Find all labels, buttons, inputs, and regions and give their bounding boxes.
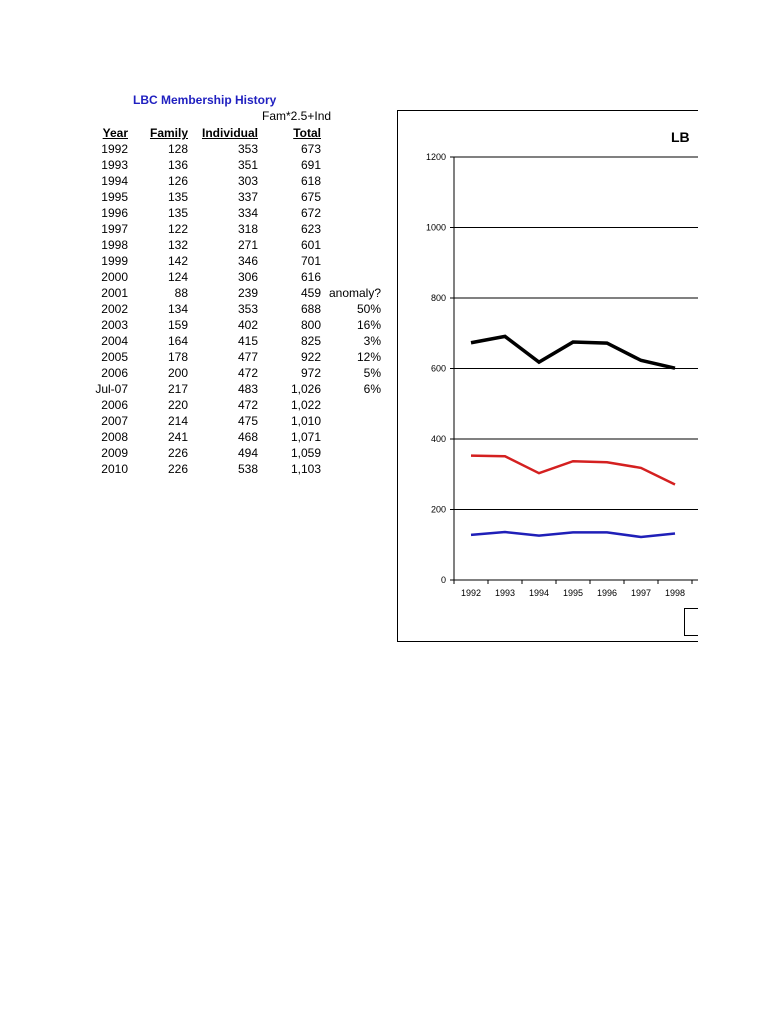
cell-family: 241 <box>167 430 188 444</box>
cell-note <box>321 189 381 205</box>
cell-note: 3% <box>363 334 381 348</box>
cell-family: 159 <box>167 318 188 332</box>
table-row <box>90 365 381 381</box>
cell-year: 1998 <box>101 238 128 252</box>
table-row <box>90 333 381 349</box>
cell-total: 618 <box>300 174 321 188</box>
x-tick-label: 1992 <box>460 588 482 598</box>
chart-title: LB <box>671 129 690 145</box>
cell-year: 2006 <box>101 398 128 412</box>
cell-note <box>321 429 381 445</box>
cell-individual: 468 <box>237 430 258 444</box>
cell-family: 126 <box>167 174 188 188</box>
cell-year: 2003 <box>101 318 128 332</box>
cell-year: 1995 <box>101 190 128 204</box>
cell-total: 1,026 <box>290 382 321 396</box>
header-total: Total <box>293 126 321 140</box>
table-row <box>90 429 381 445</box>
cell-year: 2008 <box>101 430 128 444</box>
cell-family: 122 <box>167 222 188 236</box>
cell-total: 673 <box>300 142 321 156</box>
cell-total: 688 <box>300 302 321 316</box>
cell-total: 1,059 <box>290 446 321 460</box>
cell-individual: 494 <box>237 446 258 460</box>
cell-total: 972 <box>300 366 321 380</box>
cell-year: 1993 <box>101 158 128 172</box>
cell-individual: 351 <box>237 158 258 172</box>
series-line-1 <box>471 456 675 485</box>
series-line-2 <box>471 532 675 537</box>
y-tick-label: 800 <box>430 293 446 303</box>
cell-total: 601 <box>300 238 321 252</box>
y-tick-label: 200 <box>430 504 446 515</box>
table-row <box>90 397 381 413</box>
cell-individual: 353 <box>237 302 258 316</box>
cell-note <box>321 269 381 285</box>
sheet-title: LBC Membership History <box>133 93 277 107</box>
cell-year: 2004 <box>101 334 128 348</box>
cell-note <box>321 173 381 189</box>
cell-family: 217 <box>167 382 188 396</box>
table-row <box>90 173 381 189</box>
cell-individual: 306 <box>237 270 258 284</box>
table-row <box>90 157 381 173</box>
cell-individual: 483 <box>237 382 258 396</box>
cell-individual: 353 <box>237 142 258 156</box>
header-family: Family <box>149 126 188 140</box>
cell-individual: 271 <box>237 238 258 252</box>
y-tick-label: 600 <box>430 363 446 374</box>
cell-year: 2000 <box>101 270 128 284</box>
cell-family: 132 <box>167 238 188 252</box>
cell-note: 6% <box>363 382 381 396</box>
cell-total: 1,010 <box>290 414 321 428</box>
cell-year: 1994 <box>101 174 128 188</box>
cell-individual: 538 <box>237 462 258 476</box>
cell-note: anomaly? <box>328 286 381 300</box>
cell-note <box>321 205 381 221</box>
cell-note: 16% <box>356 318 381 332</box>
line-chart <box>398 111 698 641</box>
table-row <box>90 381 381 397</box>
table-row <box>90 269 381 285</box>
cell-individual: 475 <box>237 414 258 428</box>
cell-note <box>321 157 381 173</box>
x-tick-label: 1997 <box>630 588 652 598</box>
cell-family: 135 <box>167 190 188 204</box>
cell-family: 128 <box>167 142 188 156</box>
cell-family: 88 <box>174 286 188 300</box>
cell-note <box>321 253 381 269</box>
cell-note: 50% <box>356 302 381 316</box>
y-tick-label: 1000 <box>425 222 446 233</box>
cell-total: 1,071 <box>290 430 321 444</box>
cell-family: 178 <box>167 350 188 364</box>
cell-total: 623 <box>300 222 321 236</box>
cell-note <box>321 141 381 157</box>
cell-note <box>321 237 381 253</box>
chart-legend <box>684 608 698 636</box>
header-note <box>321 125 381 141</box>
cell-individual: 337 <box>237 190 258 204</box>
cell-total: 672 <box>300 206 321 220</box>
cell-family: 164 <box>167 334 188 348</box>
cell-total: 459 <box>300 286 321 300</box>
table-row <box>90 301 381 317</box>
cell-individual: 239 <box>237 286 258 300</box>
x-tick-label: 1995 <box>562 588 584 598</box>
cell-family: 136 <box>167 158 188 172</box>
cell-family: 135 <box>167 206 188 220</box>
cell-year: Jul-07 <box>95 382 128 396</box>
cell-individual: 415 <box>237 334 258 348</box>
cell-total: 701 <box>300 254 321 268</box>
cell-individual: 472 <box>237 366 258 380</box>
table-row <box>90 317 381 333</box>
cell-year: 2010 <box>101 462 128 476</box>
formula-note: Fam*2.5+Ind <box>262 109 332 123</box>
cell-family: 142 <box>167 254 188 268</box>
cell-individual: 334 <box>237 206 258 220</box>
table-body <box>90 141 381 477</box>
y-tick-label: 1200 <box>425 152 446 162</box>
cell-note: 12% <box>356 350 381 364</box>
cell-total: 800 <box>300 318 321 332</box>
cell-note <box>321 397 381 413</box>
cell-year: 1997 <box>101 222 128 236</box>
cell-year: 1996 <box>101 206 128 220</box>
x-tick-label: 1994 <box>528 588 550 598</box>
cell-year: 2009 <box>101 446 128 460</box>
table-row <box>90 141 381 157</box>
cell-year: 2002 <box>101 302 128 316</box>
x-tick-label: 1998 <box>664 588 686 598</box>
y-tick-label: 0 <box>440 575 446 585</box>
cell-family: 220 <box>167 398 188 412</box>
table-row <box>90 237 381 253</box>
table-row <box>90 445 381 461</box>
table-row <box>90 461 381 477</box>
cell-note: 5% <box>363 366 381 380</box>
cell-note <box>321 445 381 461</box>
cell-total: 922 <box>300 350 321 364</box>
cell-total: 691 <box>300 158 321 172</box>
cell-year: 1999 <box>101 254 128 268</box>
table-row <box>90 285 381 301</box>
chart-area <box>397 110 698 642</box>
cell-family: 124 <box>167 270 188 284</box>
table-row <box>90 413 381 429</box>
x-tick-label: 1996 <box>596 588 618 598</box>
cell-note <box>321 221 381 237</box>
cell-family: 226 <box>167 462 188 476</box>
cell-total: 825 <box>300 334 321 348</box>
cell-total: 1,103 <box>290 462 321 476</box>
cell-individual: 477 <box>237 350 258 364</box>
cell-individual: 318 <box>237 222 258 236</box>
cell-year: 1992 <box>101 142 128 156</box>
membership-table <box>90 125 381 477</box>
cell-year: 2005 <box>101 350 128 364</box>
table-row <box>90 189 381 205</box>
cell-year: 2006 <box>101 366 128 380</box>
table-header-row <box>90 125 381 141</box>
cell-year: 2007 <box>101 414 128 428</box>
cell-total: 616 <box>300 270 321 284</box>
cell-individual: 472 <box>237 398 258 412</box>
table-row <box>90 349 381 365</box>
table-row <box>90 253 381 269</box>
cell-total: 1,022 <box>290 398 321 412</box>
series-line-0 <box>471 336 675 368</box>
cell-note <box>321 413 381 429</box>
cell-year: 2001 <box>101 286 128 300</box>
cell-family: 200 <box>167 366 188 380</box>
table-row <box>90 205 381 221</box>
cell-individual: 303 <box>237 174 258 188</box>
cell-individual: 402 <box>237 318 258 332</box>
cell-individual: 346 <box>237 254 258 268</box>
cell-family: 226 <box>167 446 188 460</box>
cell-family: 134 <box>167 302 188 316</box>
header-individual: Individual <box>201 126 258 140</box>
cell-total: 675 <box>300 190 321 204</box>
table-row <box>90 221 381 237</box>
cell-note <box>321 461 381 477</box>
y-tick-label: 400 <box>430 434 446 444</box>
header-year: Year <box>102 126 128 140</box>
x-tick-label: 1993 <box>494 588 516 598</box>
cell-family: 214 <box>167 414 188 428</box>
